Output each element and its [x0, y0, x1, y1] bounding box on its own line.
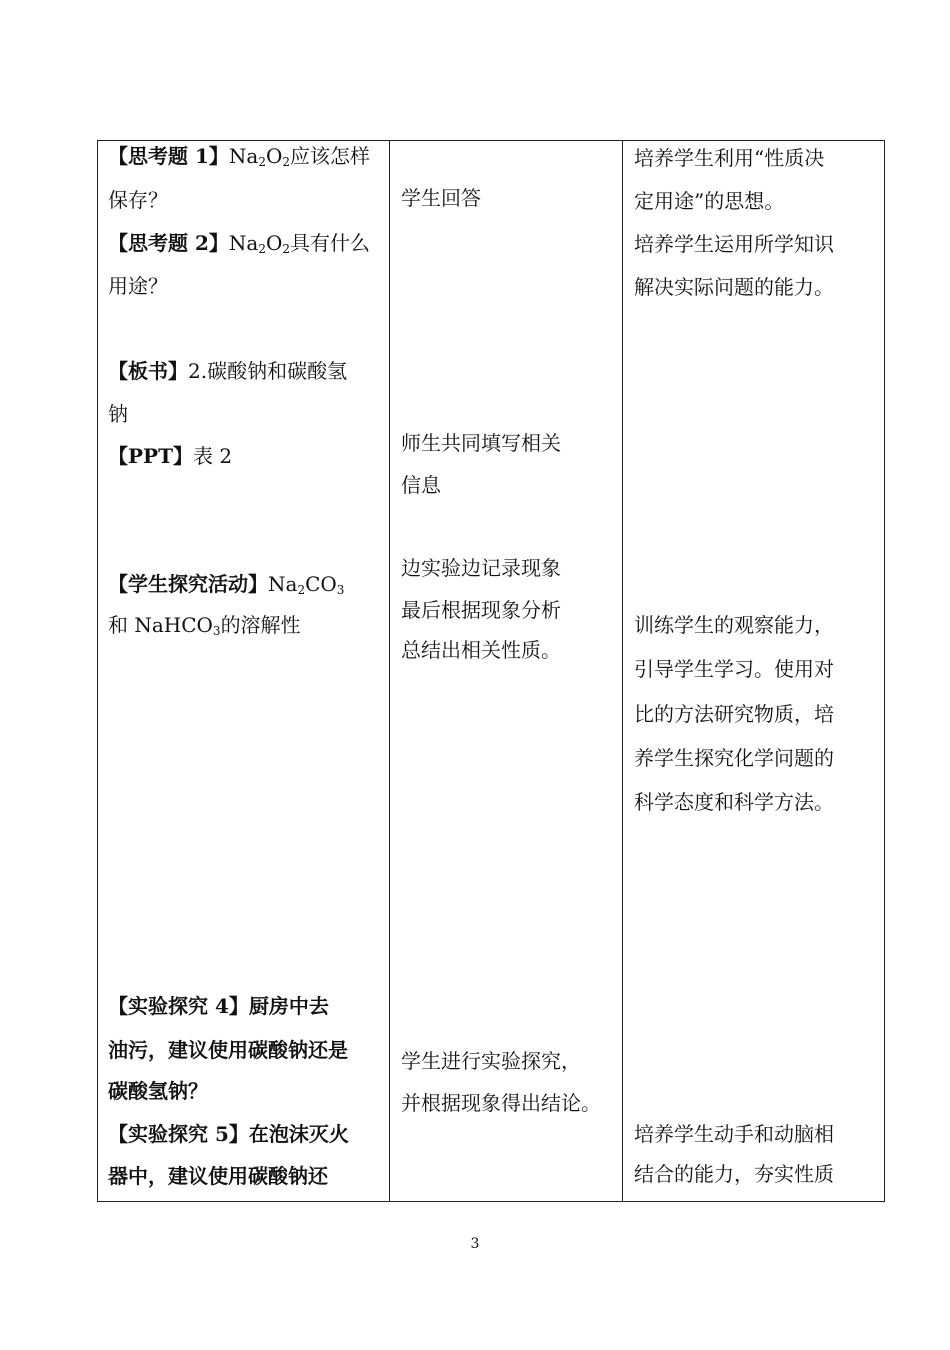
- purpose-1-line-2: 定用途”的思想。: [634, 189, 785, 213]
- purpose-2-line-2: 解决实际问题的能力。: [634, 275, 834, 299]
- experiment-4-line-1: 【实验探究 4】厨房中去: [108, 994, 329, 1018]
- student-activity-line-2: 和 NaHCO$_3$的溶解性: [108, 613, 301, 638]
- purpose-3-line-1: 训练学生的观察能力，: [634, 613, 834, 637]
- column-divider-2: [622, 141, 623, 1201]
- question-1-line-2: 保存？: [108, 188, 168, 212]
- record-line-2: 最后根据现象分析: [401, 598, 561, 622]
- experiment-4-line-2: 油污，建议使用碳酸钠还是: [108, 1038, 348, 1062]
- question-1: 【思考题 1】$Na_2O_2$应该怎样: [108, 144, 371, 169]
- student-activity: 【学生探究活动】$Na_2CO_3$: [108, 572, 345, 597]
- experiment-4-line-3: 碳酸氢钠？: [108, 1079, 208, 1103]
- experiment-5-line-2: 器中，建议使用碳酸钠还: [108, 1164, 328, 1188]
- board-note-line-2: 钠: [108, 402, 128, 426]
- fill-info-line-2: 信息: [401, 473, 441, 497]
- column-divider-1: [389, 141, 390, 1201]
- student-answer: 学生回答: [401, 186, 481, 210]
- purpose-2-line-1: 培养学生运用所学知识: [634, 232, 834, 256]
- page-number: 3: [470, 1236, 480, 1252]
- ppt-note: 【PPT】表 2: [108, 444, 233, 468]
- fill-info-line-1: 师生共同填写相关: [401, 431, 561, 455]
- purpose-3-line-4: 养学生探究化学问题的: [634, 746, 834, 770]
- explore-line-2: 并根据现象得出结论。: [401, 1091, 601, 1115]
- record-line-3: 总结出相关性质。: [401, 638, 561, 662]
- experiment-5-line-1: 【实验探究 5】在泡沫灭火: [108, 1122, 349, 1146]
- purpose-3-line-3: 比的方法研究物质，培: [634, 702, 834, 726]
- purpose-3-line-2: 引导学生学习。使用对: [634, 657, 834, 681]
- question-2-line-2: 用途？: [108, 274, 168, 298]
- question-2: 【思考题 2】$Na_2O_2$具有什么: [108, 231, 371, 256]
- purpose-1-line-1: 培养学生利用“性质决: [634, 146, 825, 170]
- purpose-4-line-2: 结合的能力，夯实性质: [634, 1162, 834, 1186]
- explore-line-1: 学生进行实验探究，: [401, 1049, 581, 1073]
- record-line-1: 边实验边记录现象: [401, 556, 561, 580]
- board-note: 【板书】2.碳酸钠和碳酸氢: [108, 359, 348, 383]
- purpose-3-line-5: 科学态度和科学方法。: [634, 790, 834, 814]
- purpose-4-line-1: 培养学生动手和动脑相: [634, 1122, 834, 1146]
